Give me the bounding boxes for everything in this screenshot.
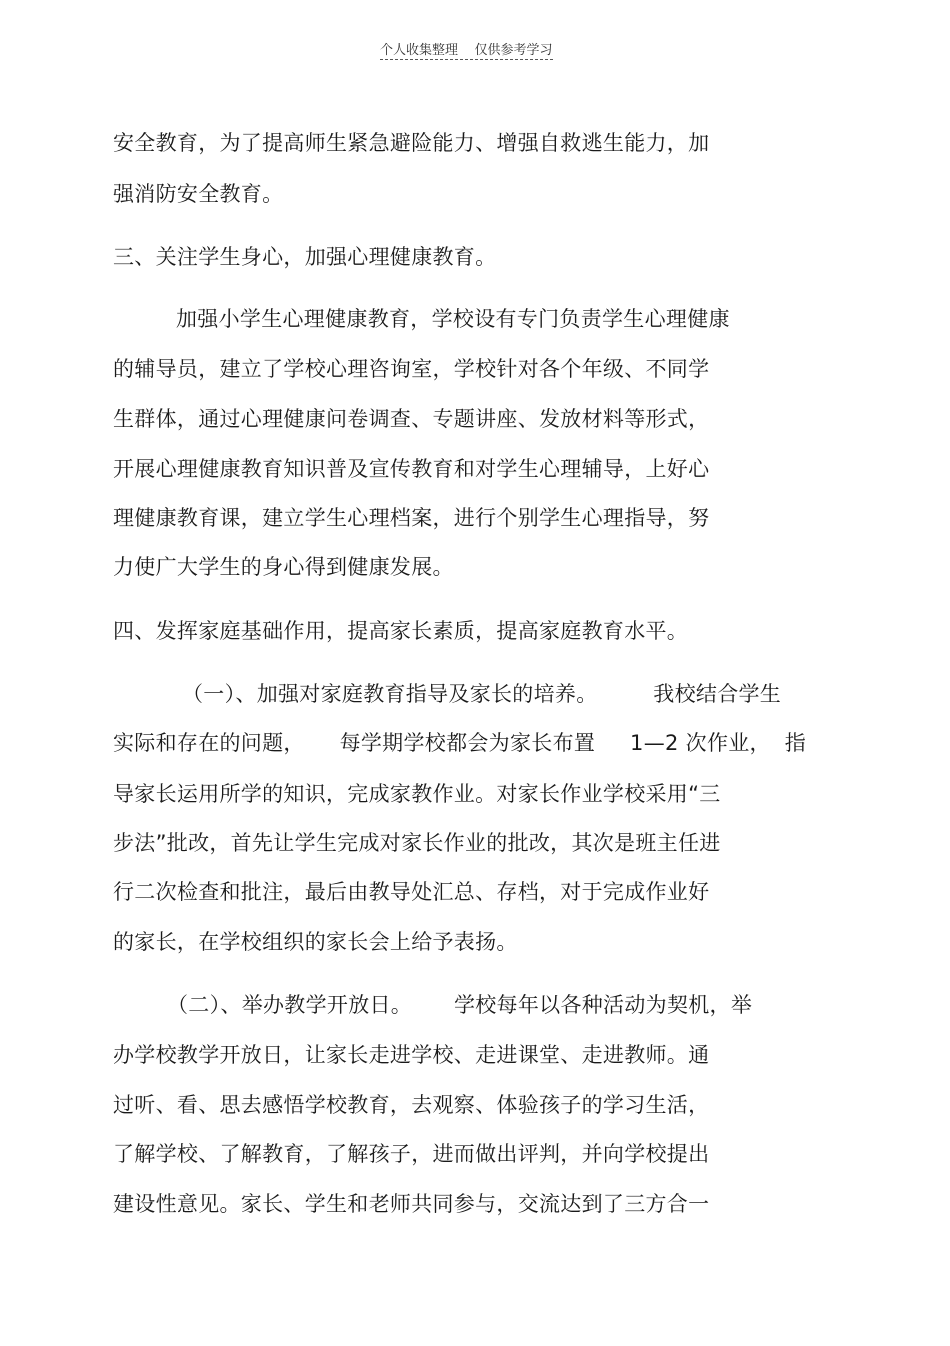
text-line: 步法”批改，首先让学生完成对家长作业的批改，其次是班主任进 xyxy=(113,831,721,855)
text-line: 办学校教学开放日，让家长走进学校、走进课堂、走进教师。通 xyxy=(113,1043,710,1067)
text-line: 开展心理健康教育知识普及宣传教育和对学生心理辅导，上好心 xyxy=(113,457,710,481)
text-line: 安全教育，为了提高师生紧急避险能力、增强自救逃生能力，加 xyxy=(113,131,710,155)
text-line: 的家长，在学校组织的家长会上给予表扬。 xyxy=(113,930,518,954)
text-line: 行二次检查和批注，最后由教导处汇总、存档，对于完成作业好 xyxy=(113,880,710,904)
text-line: 力使广大学生的身心得到健康发展。 xyxy=(113,555,454,579)
text-line: 实际和存在的问题， 每学期学校都会为家长布置 1—2 次作业， 指 xyxy=(113,731,807,755)
page-header: 个人收集整理 仅供参考学习 xyxy=(380,39,553,60)
text-line: 四、发挥家庭基础作用，提高家长素质，提高家庭教育水平。 xyxy=(113,619,689,643)
text-line: 三、关注学生身心，加强心理健康教育。 xyxy=(113,245,497,269)
text-line: 过听、看、思去感悟学校教育，去观察、体验孩子的学习生活， xyxy=(113,1093,710,1117)
text-line: 了解学校、了解教育，了解孩子，进而做出评判，并向学校提出 xyxy=(113,1142,710,1166)
text-line: 导家长运用所学的知识，完成家教作业。对家长作业学校采用“三 xyxy=(113,782,721,806)
text-line: 建设性意见。家长、学生和老师共同参与，交流达到了三方合一 xyxy=(113,1192,710,1216)
text-line: （二）、举办教学开放日。 学校每年以各种活动为契机，举 xyxy=(167,993,753,1017)
text-line: 理健康教育课，建立学生心理档案，进行个别学生心理指导，努 xyxy=(113,506,710,530)
text-line: 的辅导员，建立了学校心理咨询室，学校针对各个年级、不同学 xyxy=(113,357,710,381)
text-line: （一）、加强对家庭教育指导及家长的培养。 我校结合学生 xyxy=(182,682,782,706)
text-line: 加强小学生心理健康教育，学校设有专门负责学生心理健康 xyxy=(176,307,730,331)
text-line: 生群体，通过心理健康问卷调查、专题讲座、发放材料等形式， xyxy=(113,407,710,431)
text-line: 强消防安全教育。 xyxy=(113,182,284,206)
